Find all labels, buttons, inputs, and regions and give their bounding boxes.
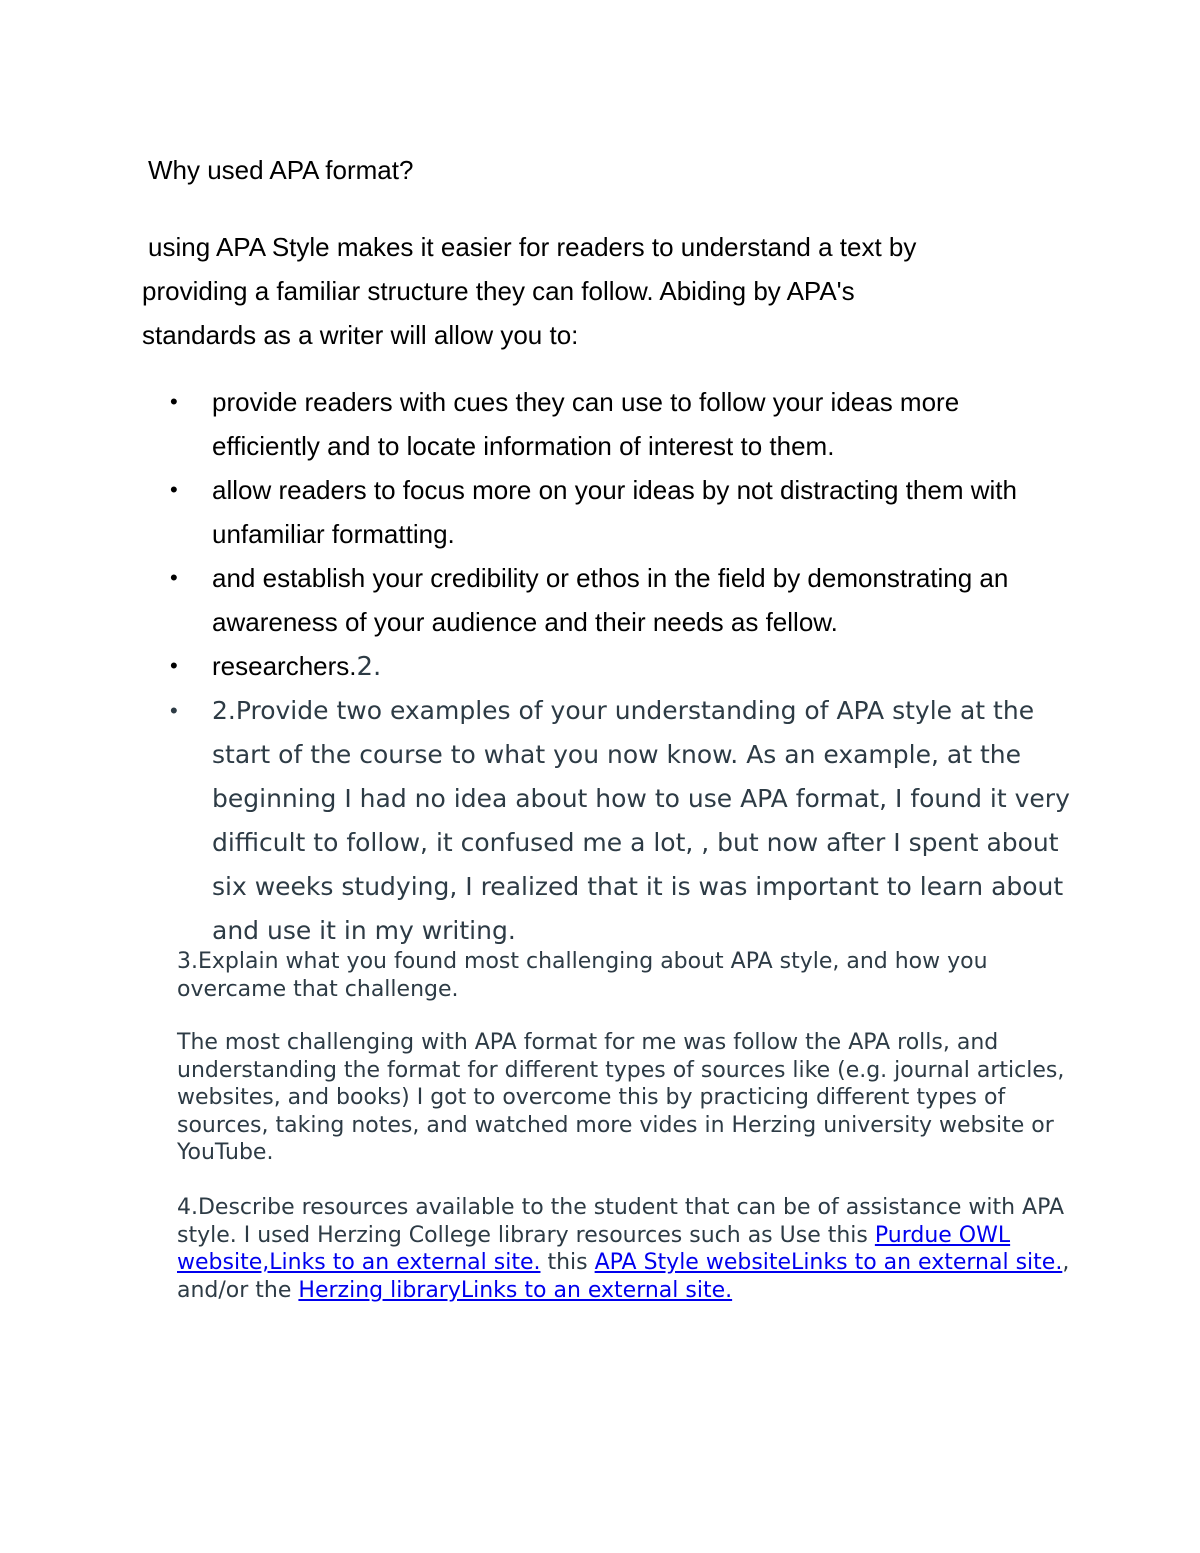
list-item	[170, 644, 1070, 689]
list-item-text: researchers.	[212, 651, 357, 681]
list-item-suffix: 2.	[356, 652, 382, 682]
link-separator: this	[540, 1250, 595, 1275]
bullet-icon: •	[170, 698, 178, 723]
list-item-text: 2.Provide two examples of your understanding of APA style at the start of the course to what you now know. As an example, at the beginning I had no idea about how to use APA format, I found it very difficult to follow, it confused me a lot, , but now after I spent about six weeks studying, I realized that it is was important to learn about and use it in my writing.	[212, 696, 1070, 945]
list-item-text: allow readers to focus more on your ideas by not distracting them with unfamiliar formatting.	[212, 475, 1017, 549]
question-4-text: 4.Describe resources available to the student that can be of assistance with APA style. I used Herzing College library resources such as Use this	[177, 1195, 1065, 1248]
bullet-icon: •	[170, 389, 178, 414]
bullet-icon: •	[170, 477, 178, 502]
apa-style-link[interactable]: APA Style websiteLinks to an external site.	[594, 1250, 1063, 1275]
list-item-text: and establish your credibility or ethos in the field by demonstrating an awareness of your audience and their needs as fellow.	[212, 563, 1009, 637]
intro-paragraph	[142, 225, 1022, 357]
herzing-library-link[interactable]: Herzing libraryLinks to an external site.	[298, 1277, 733, 1303]
list-item-text: provide readers with cues they can use to follow your ideas more efficiently and to locate information of interest to them.	[212, 387, 960, 461]
document-heading: Why used APA format?	[148, 155, 414, 185]
list-item	[170, 689, 1070, 953]
bullet-list	[170, 380, 1070, 953]
purdue-owl-link[interactable]: Purdue OWL website,Links to an external site.	[177, 1222, 1011, 1275]
link-separator: , and/or the	[177, 1250, 1070, 1303]
list-item	[170, 556, 1070, 644]
question-4	[177, 1194, 1077, 1304]
intro-line-2: providing a familiar structure they can follow. Abiding by APA's	[142, 276, 855, 306]
answer-3: The most challenging with APA format for me was follow the APA rolls, and understanding the format for different types of sources like (e.g. journal articles, websites, and books) I got to overcome this by practicing different types of sources, taking notes, and watched more vides in Herzing university website or YouTube.	[177, 1030, 1065, 1165]
list-item	[170, 380, 1070, 468]
list-item	[170, 468, 1070, 556]
bullet-icon: •	[170, 653, 178, 678]
question-3: 3.Explain what you found most challenging about APA style, and how you overcame that challenge.	[177, 949, 988, 1002]
bullet-icon: •	[170, 565, 178, 590]
intro-line-3: standards as a writer will allow you to:	[142, 320, 579, 350]
intro-line-1: using APA Style makes it easier for readers to understand a text by	[148, 232, 917, 262]
